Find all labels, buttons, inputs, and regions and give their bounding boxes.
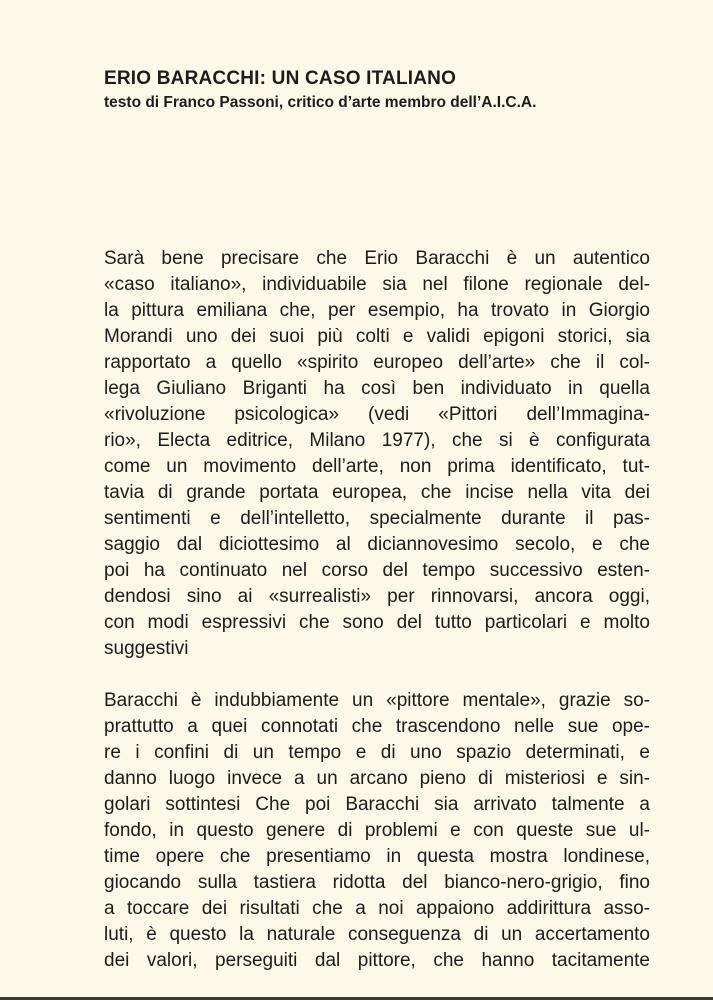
text-line: fondo, in questo genere di problemi e con queste sue ul- (104, 820, 650, 841)
body-text (104, 246, 650, 974)
text-line: come un movimento dell’arte, non prima identificato, tut- (104, 456, 650, 477)
text-line: Morandi uno dei suoi più colti e validi epigoni storici, sia (104, 326, 650, 347)
text-line: «caso italiano», individuabile sia nel filone regionale del- (104, 274, 650, 295)
text-line: Baracchi è indubbiamente un «pittore mentale», grazie so- (104, 690, 650, 711)
text-line: tavia di grande portata europea, che incise nella vita dei (104, 482, 650, 503)
paragraph-1 (104, 246, 650, 662)
text-line: prattutto a quei connotati che trascendono nelle sue ope- (104, 716, 650, 737)
text-line: giocando sulla tastiera ridotta del bianco-nero-grigio, fino (104, 872, 650, 893)
text-line: dendosi sino ai «surrealisti» per rinnovarsi, ancora oggi, (104, 586, 650, 607)
text-line: con modi espressivi che sono del tutto particolari e molto (104, 612, 650, 633)
text-line: dei valori, perseguiti dal pittore, che hanno tacitamente (104, 950, 650, 971)
text-line: time opere che presentiamo in questa mostra londinese, (104, 846, 650, 867)
text-line: suggestivi (104, 638, 189, 659)
document-header (104, 66, 664, 114)
text-line: Sarà bene precisare che Erio Baracchi è un autentico (104, 248, 650, 269)
text-line: sentimenti e dell’intelletto, specialmente durante il pas- (104, 508, 650, 529)
text-line: danno luogo invece a un arcano pieno di misteriosi e sin- (104, 768, 650, 789)
page-subtitle: testo di Franco Passoni, critico d’arte membro dell’A.I.C.A. (104, 94, 537, 111)
text-line: luti, è questo la naturale conseguenza di un accertamento (104, 924, 650, 945)
text-line: a toccare dei risultati che a noi appaiono addirittura asso- (104, 898, 650, 919)
text-line: poi ha continuato nel corso del tempo successivo esten- (104, 560, 650, 581)
page-title: ERIO BARACCHI: UN CASO ITALIANO (104, 68, 457, 89)
text-line: saggio dal diciottesimo al diciannovesimo secolo, e che (104, 534, 650, 555)
text-line: rio», Electa editrice, Milano 1977), che si è configurata (104, 430, 650, 451)
text-line: la pittura emiliana che, per esempio, ha trovato in Giorgio (104, 300, 650, 321)
text-line: lega Giuliano Briganti ha così ben individuato in quella (104, 378, 650, 399)
paragraph-2 (104, 688, 650, 974)
text-line: golari sottintesi Che poi Baracchi sia arrivato talmente a (104, 794, 650, 815)
text-line: re i confini di un tempo e di uno spazio determinati, e (104, 742, 650, 763)
text-line: «rivoluzione psicologica» (vedi «Pittori dell’Immagina- (104, 404, 650, 425)
text-line: rapportato a quello «spirito europeo dell’arte» che il col- (104, 352, 650, 373)
